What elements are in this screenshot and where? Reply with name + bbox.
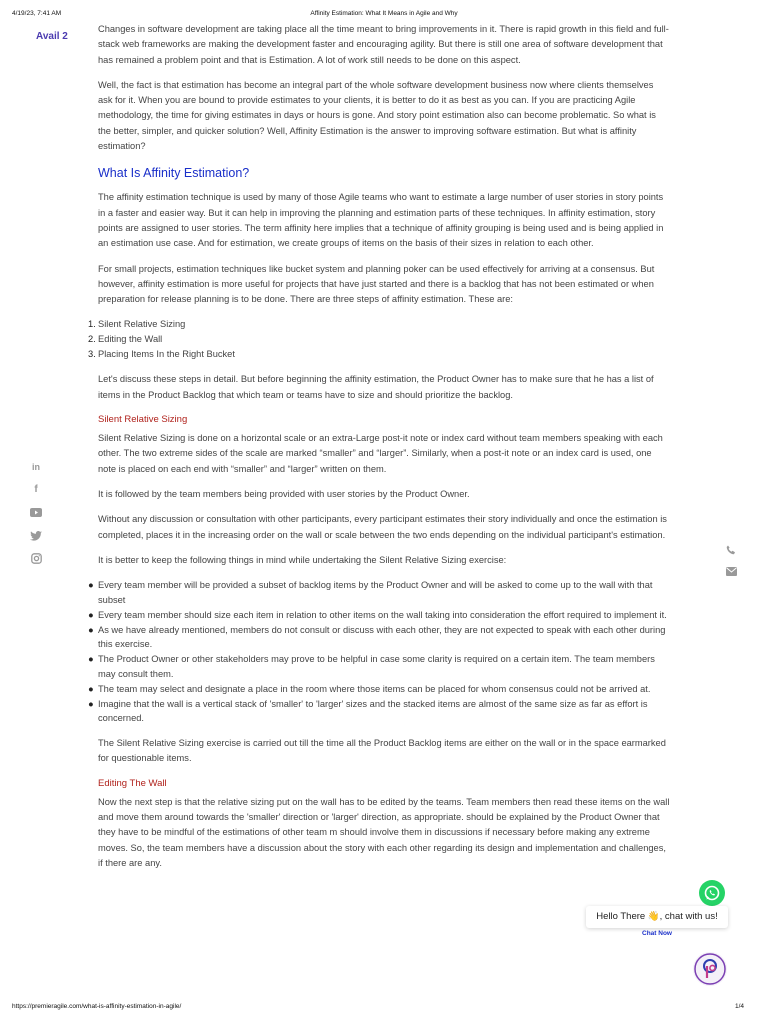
list-item <box>88 608 670 623</box>
list-item <box>88 578 670 608</box>
page-number: 1/4 <box>734 1003 744 1010</box>
bullet-icon: ● <box>88 609 94 620</box>
list-item: 1. Silent Relative Sizing <box>88 319 186 330</box>
list-item-text: The Product Owner or other stakeholders may prove to be helpful in case some clarity is required on a certain item. The team members may consult them. <box>98 654 655 679</box>
bullet-icon: ● <box>88 624 94 635</box>
list-item-text: Imagine that the wall is a vertical stack of 'smaller' to 'larger' sizes and the stacked items are almost of the same size as far as effort is concerned. <box>98 698 648 724</box>
section-paragraph: It is better to keep the following things in mind while undertaking the Silent Relative Sizing exercise: <box>98 554 507 565</box>
section-paragraph: Let's discuss these steps in detail. But before beginning the affinity estimation, the Product Owner has to make sure that he has a list of items in the Product Backlog that which team or teams have to size and should prioritize the backlog. <box>98 374 654 400</box>
article-body <box>88 22 670 881</box>
section-paragraph: Now the next step is that the relative sizing put on the wall has to be edited by the teams. Team members then read these items on the wall and move them around towards the 'smaller' direction or 'larger' direction, as appropriate. should be explained by the Product Owner that they have to be mindful of the estimations of other team m should involve them in discussions if necessary before making any extreme moves. So, the team members have a discussion about the story with each other regarding its design and implementation and challenges, if there are any. <box>98 796 670 868</box>
section-paragraph: The Silent Relative Sizing exercise is carried out till the time all the Product Backlog items are either on the wall or in the space earmarked for questionable items. <box>98 738 666 764</box>
whatsapp-icon <box>699 880 725 906</box>
intro-paragraph: Changes in software development are taking place all the time meant to bring improvements in it. There is rapid growth in this field and full-stack web frameworks are making the development faster and encouraging agility. But there is still one area of software development that has remained a problem point and that is Estimation. A lot of work still needs to be done on this aspect. <box>98 24 669 65</box>
print-url: https://premieragile.com/what-is-affinity-estimation-in-agile/ <box>12 1003 182 1010</box>
list-item-text: Silent Relative Sizing <box>98 319 186 330</box>
section-paragraph: Silent Relative Sizing is done on a horizontal scale or an extra-Large post-it note or index card without team members speaking with each other. The two extreme sides of the scale are marked “smaller” and “larger”. Similarly, when a post-it note or an index card is used, one note is placed on each end with “smaller” and “larger” written on them. <box>98 433 663 474</box>
social-links <box>29 460 43 575</box>
list-item: 2. Editing the Wall <box>88 334 163 345</box>
chat-now-link[interactable]: Chat Now <box>642 930 672 937</box>
chat-greeting-bubble[interactable]: Hello There 👋, chat with us! <box>586 906 728 928</box>
bullet-icon: ● <box>88 580 94 591</box>
list-item-text: Every team member should size each item in relation to other items on the wall taking into consideration the effort required to implement it. <box>98 609 667 620</box>
youtube-icon[interactable] <box>29 506 43 520</box>
intro-paragraph: Well, the fact is that estimation has become an integral part of the whole software development business now where clients themselves ask for it. When you are bound to provide estimates to your clients, it is better to do it as best as you can. If you are practicing Agile methodology, the time for giving estimates in days or hours is gone. And story point estimation also can become problematic. So what is the better, simpler, and quicker solution? Well, Affinity Estimation is the answer to improving software estimation. But what is affinity estimation? <box>98 79 656 152</box>
linkedin-icon[interactable]: in <box>32 462 40 472</box>
instagram-icon[interactable] <box>29 552 43 566</box>
list-item <box>88 682 670 697</box>
section-paragraph: For small projects, estimation techniques like bucket system and planning poker can be used effectively for arriving at a consensus. But however, affinity estimation is more useful for projects that have just started and there is a backlog that has not been estimated or when preparation for release planning is to be done. There are three steps of affinity estimation. These are: <box>98 263 655 305</box>
list-item-text: Every team member will be provided a subset of backlog items by the Product Owner and will be asked to come up to the wall with that subset <box>98 580 653 605</box>
bullet-icon: ● <box>88 654 94 665</box>
list-item-text: Editing the Wall <box>98 334 163 345</box>
bullet-icon: ● <box>88 698 94 709</box>
subsection-heading: Editing The Wall <box>98 777 167 789</box>
list-item <box>88 652 670 682</box>
sidebar-label[interactable]: Avail 2 <box>36 31 68 42</box>
section-heading: What Is Affinity Estimation? <box>98 166 250 181</box>
list-item-text: The team may select and designate a place in the room where those items can be placed for whom consensus could not be arrived at. <box>98 683 651 694</box>
print-title: Affinity Estimation: What It Means in Agile and Why <box>310 10 458 17</box>
section-paragraph: It is followed by the team members being provided with user stories by the Product Owner. <box>98 488 470 499</box>
list-item: 3. Placing Items In the Right Bucket <box>88 349 235 360</box>
contact-links <box>724 543 738 587</box>
subsection-heading: Silent Relative Sizing <box>98 414 188 426</box>
section-paragraph: The affinity estimation technique is used by many of those Agile teams who want to estimate a large number of user stories in story points in a faster and easier way. But it can help in improving the planning and estimation parts of these techniques. In affinity estimation, story points are assigned to user stories. The term affinity here implies that a technique of affinity grouping is being used and is being applied in an estimation use case. And for estimation, we create groups of items on the basis of their sizes in relation to each other. <box>98 192 664 249</box>
facebook-icon[interactable]: f <box>34 484 38 495</box>
steps-list <box>88 317 670 362</box>
list-item <box>88 623 670 653</box>
list-item-text: Placing Items In the Right Bucket <box>98 349 235 360</box>
whatsapp-button[interactable] <box>699 880 725 906</box>
bullet-icon: ● <box>88 683 94 694</box>
brand-logo-icon[interactable] <box>693 952 727 986</box>
list-item-text: As we have already mentioned, members do not consult or discuss with each other, they are not expected to speak with each other during this exercise. <box>98 624 666 650</box>
twitter-icon[interactable] <box>29 529 43 543</box>
section-paragraph: Without any discussion or consultation with other participants, every participant estimates their story individually and once the estimation is completed, places it in the increasing order on the wall or scale between the two ends depending on the individual participant's estimation. <box>98 514 667 540</box>
print-date: 4/19/23, 7:41 AM <box>12 10 62 17</box>
mail-icon[interactable] <box>724 565 738 579</box>
tips-list <box>88 578 670 726</box>
phone-icon[interactable] <box>724 543 738 557</box>
list-item <box>88 697 670 727</box>
